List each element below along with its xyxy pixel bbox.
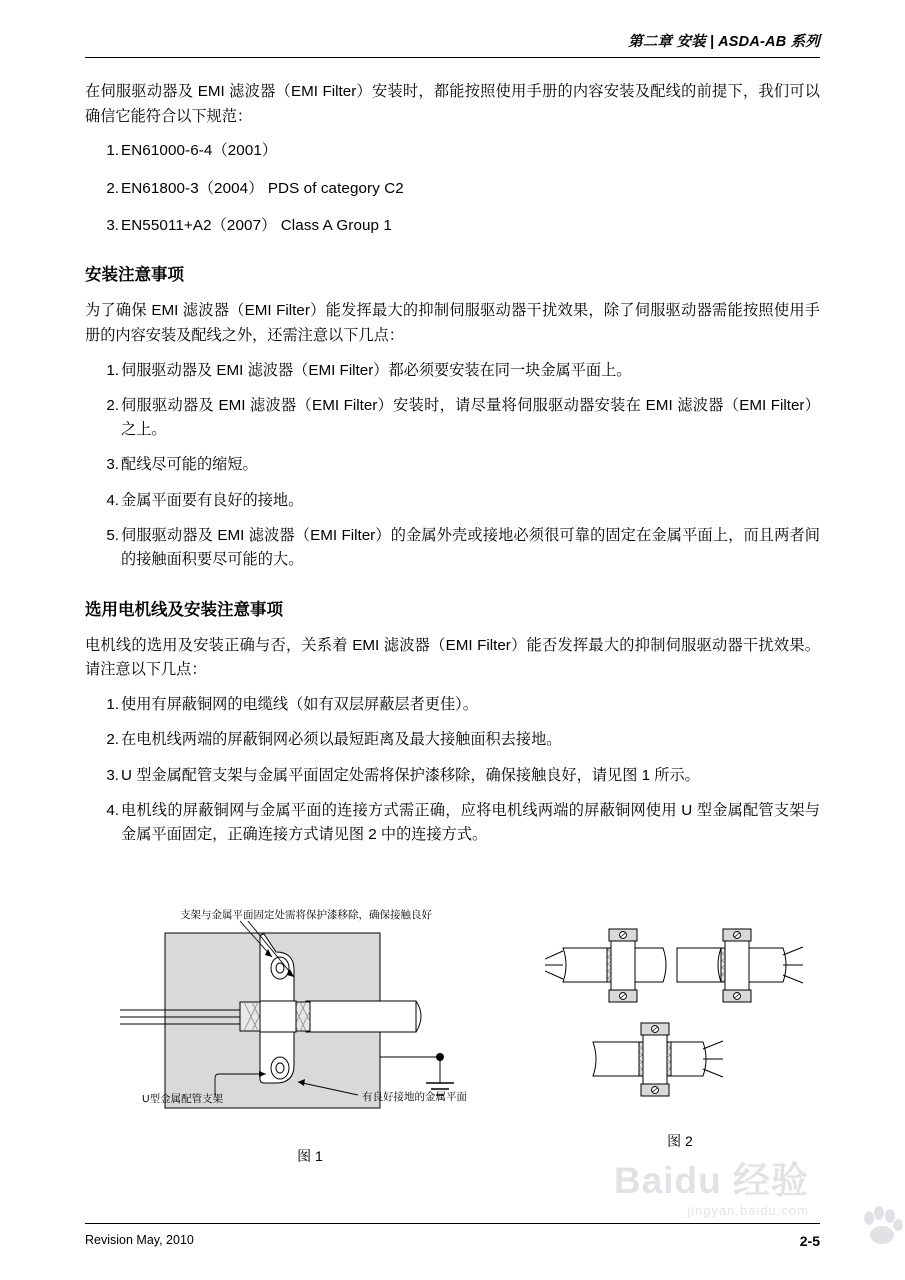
list-item-number: 1. — [106, 142, 119, 160]
list-item-number: 1. — [106, 361, 119, 379]
list-item — [85, 177, 820, 201]
list-item — [85, 489, 820, 513]
list-item — [85, 359, 820, 383]
list-item-text: U 型金属配管支架与金属平面固定处需将保护漆移除，确保接触良好，请见图 1 所示。 — [121, 766, 700, 784]
footer-page-number: 2-5 — [799, 1233, 820, 1249]
list-item-text: 金属平面要有良好的接地。 — [121, 491, 304, 509]
list-item — [85, 764, 820, 788]
intro-paragraph: 在伺服驱动器及 EMI 滤波器（EMI Filter）安装时，都能按照使用手册的内容安装及配线的前提下，我们可以确信它能符合以下规范： — [85, 83, 820, 125]
list-item-number: 1. — [106, 696, 119, 714]
list-item-text: 使用有屏蔽铜网的电缆线（如有双层屏蔽层者更佳）。 — [121, 696, 478, 714]
list-item — [85, 693, 820, 717]
watermark-main: Baidu 经验 — [613, 1160, 809, 1201]
figure-2-caption: 图 2 — [667, 1133, 693, 1149]
header-separator: | — [709, 34, 715, 50]
footer-divider — [85, 1223, 820, 1224]
list-item-number: 4. — [106, 491, 119, 509]
install-notes-list — [85, 359, 820, 573]
figure-1 — [120, 905, 500, 1166]
list-item-text: 电机线的屏蔽铜网与金属平面的连接方式需正确，应将电机线两端的屏蔽铜网使用 U 型金属配管支架与金属平面固定，正确连接方式请见图 2 中的连接方式。 — [121, 802, 820, 844]
header-series: ASDA-AB 系列 — [718, 34, 820, 50]
list-item — [85, 139, 820, 163]
standards-list — [85, 139, 820, 238]
figure-1-graphic — [120, 905, 500, 1135]
list-item-number: 3. — [106, 766, 119, 784]
section-title-install: 安装注意事项 — [85, 266, 184, 285]
list-item-text: EN61000-6-4（2001） — [121, 142, 278, 160]
list-item-text: 伺服驱动器及 EMI 滤波器（EMI Filter）的金属外壳或接地必须很可靠的固定在金属平面上，而且两者间的接触面积要尽可能的大。 — [121, 527, 820, 569]
list-item-number: 2. — [106, 179, 119, 197]
list-item-text: 在电机线两端的屏蔽铜网必须以最短距离及最大接触面积去接地。 — [121, 731, 562, 749]
motor-cable-notes-list — [85, 693, 820, 848]
list-item-number: 5. — [106, 527, 119, 545]
footer-revision: Revision May, 2010 — [85, 1233, 194, 1247]
list-item — [85, 799, 820, 848]
list-item-text: 配线尽可能的缩短。 — [121, 456, 258, 474]
page-header — [628, 30, 820, 51]
header-divider — [85, 57, 820, 58]
page-content — [85, 80, 820, 859]
figure-2 — [545, 915, 815, 1151]
list-item — [85, 453, 820, 477]
list-item-text: 伺服驱动器及 EMI 滤波器（EMI Filter）都必须要安装在同一块金属平面上。 — [121, 361, 632, 379]
list-item-text: EN61800-3（2004） PDS of category C2 — [121, 179, 404, 197]
figure-1-top-label: 支架与金属平面固定处需将保护漆移除，确保接触良好 — [180, 909, 432, 921]
list-item-number: 3. — [106, 456, 119, 474]
figure-2-graphic — [545, 915, 815, 1120]
section-motor-cable-paragraph: 电机线的选用及安装正确与否，关系着 EMI 滤波器（EMI Filter）能否发挥最大的抑制伺服驱动器干扰效果。请注意以下几点： — [85, 636, 820, 679]
list-item-number: 4. — [106, 802, 119, 819]
list-item-number: 2. — [106, 396, 119, 414]
list-item-text: EN55011+A2（2007） Class A Group 1 — [121, 216, 392, 234]
list-item-text: 伺服驱动器及 EMI 滤波器（EMI Filter）安装时，请尽量将伺服驱动器安装在 EMI 滤波器（EMI Filter）之上。 — [121, 396, 820, 439]
list-item — [85, 728, 820, 752]
paw-icon — [859, 1206, 905, 1246]
list-item — [85, 524, 820, 573]
list-item — [85, 214, 820, 238]
list-item — [85, 394, 820, 443]
watermark-sub: jingyan.baidu.com — [687, 1203, 809, 1218]
figure-1-caption: 图 1 — [297, 1148, 323, 1164]
figure-1-right-label: 有良好接地的金属平面 — [362, 1091, 467, 1103]
section-install-paragraph: 为了确保 EMI 滤波器（EMI Filter）能发挥最大的抑制伺服驱动器干扰效果，除了伺服驱动器需能按照使用手册的内容安装及配线之外，还需注意以下几点： — [85, 302, 820, 344]
section-title-motor-cable: 选用电机线及安装注意事项 — [85, 600, 283, 619]
figure-1-left-label: U型金属配管支架 — [142, 1093, 224, 1105]
figures-area — [85, 905, 820, 1195]
list-item-number: 3. — [106, 216, 119, 234]
header-chapter: 第二章 安装 — [628, 34, 706, 50]
list-item-number: 2. — [106, 731, 119, 749]
